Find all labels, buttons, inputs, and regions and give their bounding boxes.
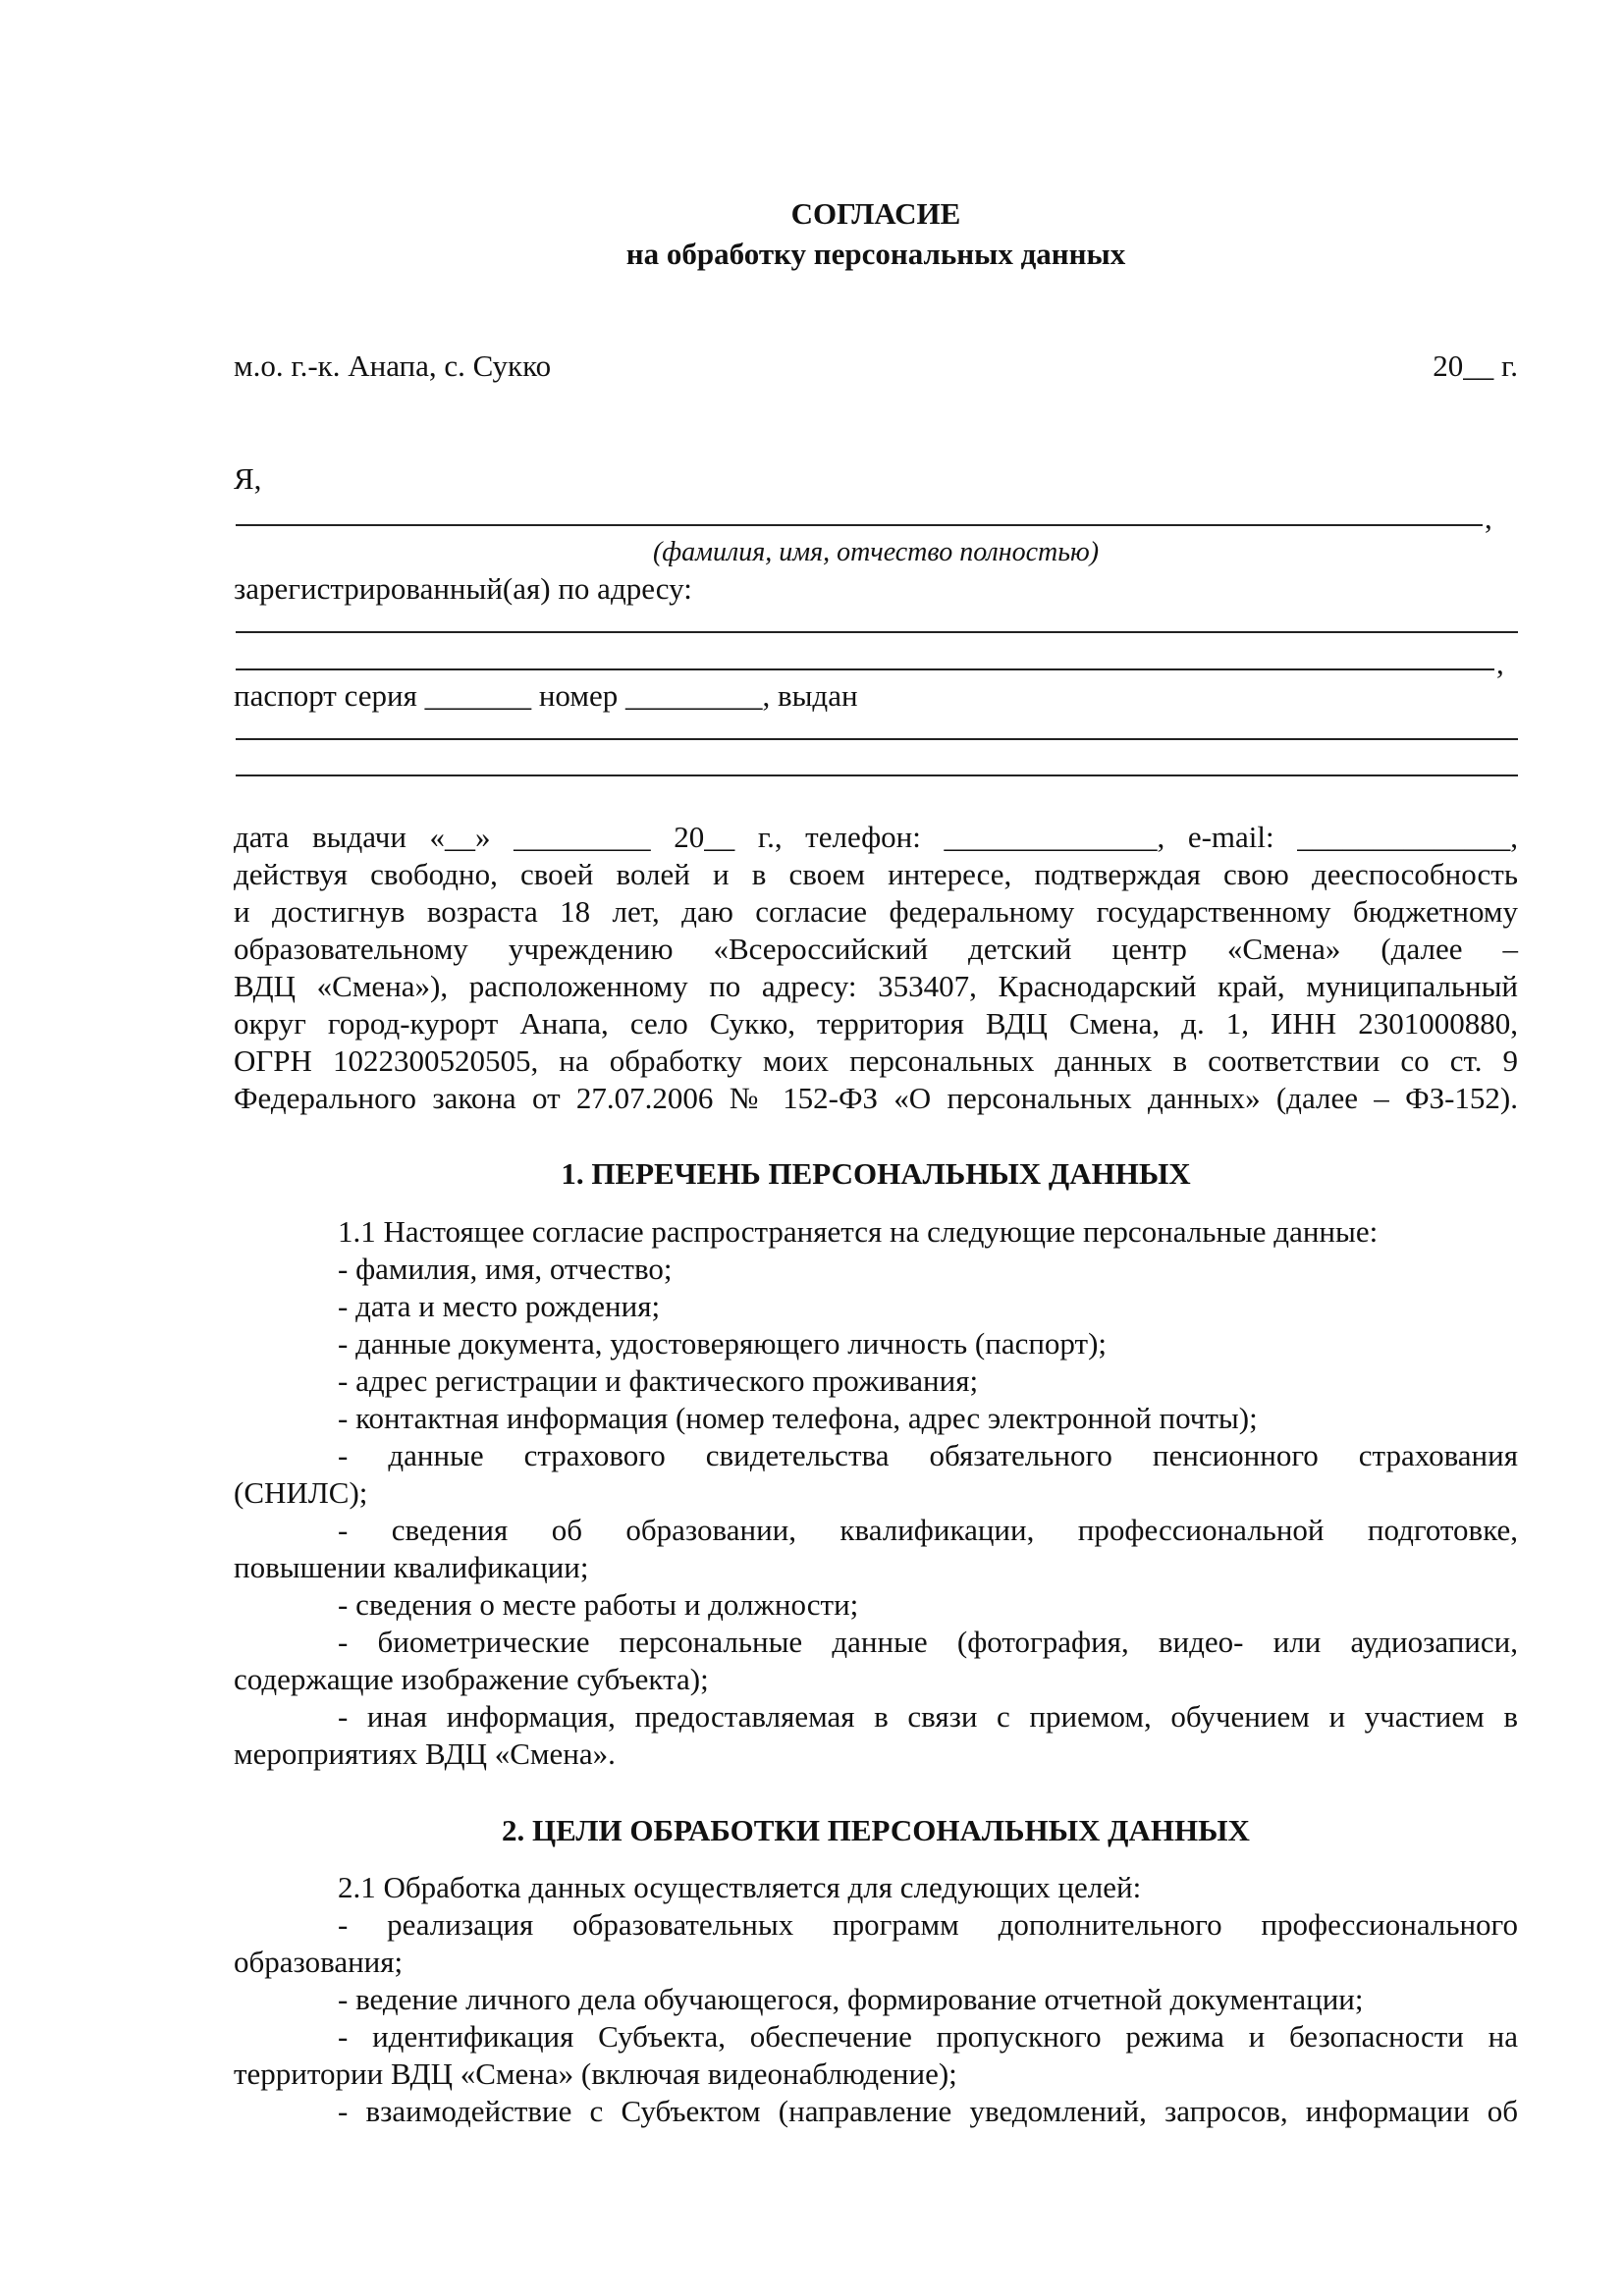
consent-line[interactable]: дата выдачи «__» _________ 20__ г., телефон: ______________, e-mail: ______________, xyxy=(234,820,1518,854)
document-title: СОГЛАСИЕ xyxy=(790,196,961,231)
section1-line: содержащие изображение субъекта); xyxy=(234,1662,709,1696)
ya-label: Я, xyxy=(234,461,262,496)
passport-line[interactable]: паспорт серия _______ номер _________, выдан xyxy=(234,678,858,713)
address-blank-line-1[interactable] xyxy=(236,631,1518,633)
registered-address-label: зарегистрированный(ая) по адресу: xyxy=(234,571,692,606)
section2-line: 2.1 Обработка данных осуществляется для следующих целей: xyxy=(338,1870,1142,1904)
consent-line: ОГРН 1022300520505, на обработку моих персональных данных в соответствии со ст. 9 xyxy=(234,1043,1518,1078)
section1-line: повышении квалификации; xyxy=(234,1550,589,1584)
section2-line: образования; xyxy=(234,1945,404,1979)
section1-line: (СНИЛС); xyxy=(234,1475,368,1510)
consent-line: округ город-курорт Анапа, село Сукко, территория ВДЦ Смена, д. 1, ИНН 2301000880, xyxy=(234,1006,1518,1041)
fio-comma: , xyxy=(1485,501,1492,535)
consent-line: действуя свободно, своей волей и в своем интересе, подтверждая свою дееспособность xyxy=(234,857,1518,891)
issued-blank-line-1[interactable] xyxy=(236,738,1518,740)
section2-line: - реализация образовательных программ дополнительного профессионального xyxy=(338,1907,1518,1942)
consent-line: Федерального закона от 27.07.2006 № 152-ФЗ «О персональных данных» (далее – ФЗ-152). xyxy=(234,1081,1518,1115)
year-field[interactable]: 20__ г. xyxy=(1433,348,1518,383)
address-comma: , xyxy=(1496,646,1504,680)
section1-line: - данные страхового свидетельства обязательного пенсионного страхования xyxy=(338,1438,1518,1472)
section1-line: - сведения об образовании, квалификации, профессиональной подготовке, xyxy=(338,1513,1518,1547)
section1-heading: 1. ПЕРЕЧЕНЬ ПЕРСОНАЛЬНЫХ ДАННЫХ xyxy=(561,1156,1191,1191)
section1-line: мероприятиях ВДЦ «Смена». xyxy=(234,1736,616,1771)
document-subtitle: на обработку персональных данных xyxy=(625,237,1126,271)
consent-line: ВДЦ «Смена»), расположенному по адресу: 353407, Краснодарский край, муниципальный xyxy=(234,969,1518,1003)
section1-line: 1.1 Настоящее согласие распространяется на следующие персональные данные: xyxy=(338,1214,1379,1249)
place-text: м.о. г.-к. Анапа, с. Сукко xyxy=(234,348,552,383)
address-blank-line-2[interactable] xyxy=(236,668,1494,670)
section1-line: - сведения о месте работы и должности; xyxy=(338,1587,859,1622)
section2-line: - ведение личного дела обучающегося, формирование отчетной документации; xyxy=(338,1982,1364,2016)
section2-heading: 2. ЦЕЛИ ОБРАБОТКИ ПЕРСОНАЛЬНЫХ ДАННЫХ xyxy=(502,1813,1250,1847)
consent-line: и достигнув возраста 18 лет, даю согласие федеральному государственному бюджетному xyxy=(234,894,1518,929)
consent-line: образовательному учреждению «Всероссийский детский центр «Смена» (далее – xyxy=(234,932,1518,966)
section1-line: - контактная информация (номер телефона, адрес электронной почты); xyxy=(338,1401,1258,1435)
fio-blank-line[interactable] xyxy=(236,524,1483,526)
section2-line: - идентификация Субъекта, обеспечение пропускного режима и безопасности на xyxy=(338,2019,1518,2054)
section1-line: - дата и место рождения; xyxy=(338,1289,661,1323)
section1-line: - иная информация, предоставляемая в связи с приемом, обучением и участием в xyxy=(338,1699,1518,1734)
section2-line: территории ВДЦ «Смена» (включая видеонаблюдение); xyxy=(234,2056,957,2091)
section1-line: - фамилия, имя, отчество; xyxy=(338,1252,673,1286)
section1-line: - данные документа, удостоверяющего личность (паспорт); xyxy=(338,1326,1108,1361)
section1-line: - адрес регистрации и фактического проживания; xyxy=(338,1363,979,1398)
issued-blank-line-2[interactable] xyxy=(236,774,1518,776)
place-date-line xyxy=(234,347,1518,385)
section1-line: - биометрические персональные данные (фотография, видео- или аудиозаписи, xyxy=(338,1625,1518,1659)
fio-hint: (фамилия, имя, отчество полностью) xyxy=(652,537,1100,567)
section2-line: - взаимодействие с Субъектом (направление уведомлений, запросов, информации об xyxy=(338,2094,1518,2128)
